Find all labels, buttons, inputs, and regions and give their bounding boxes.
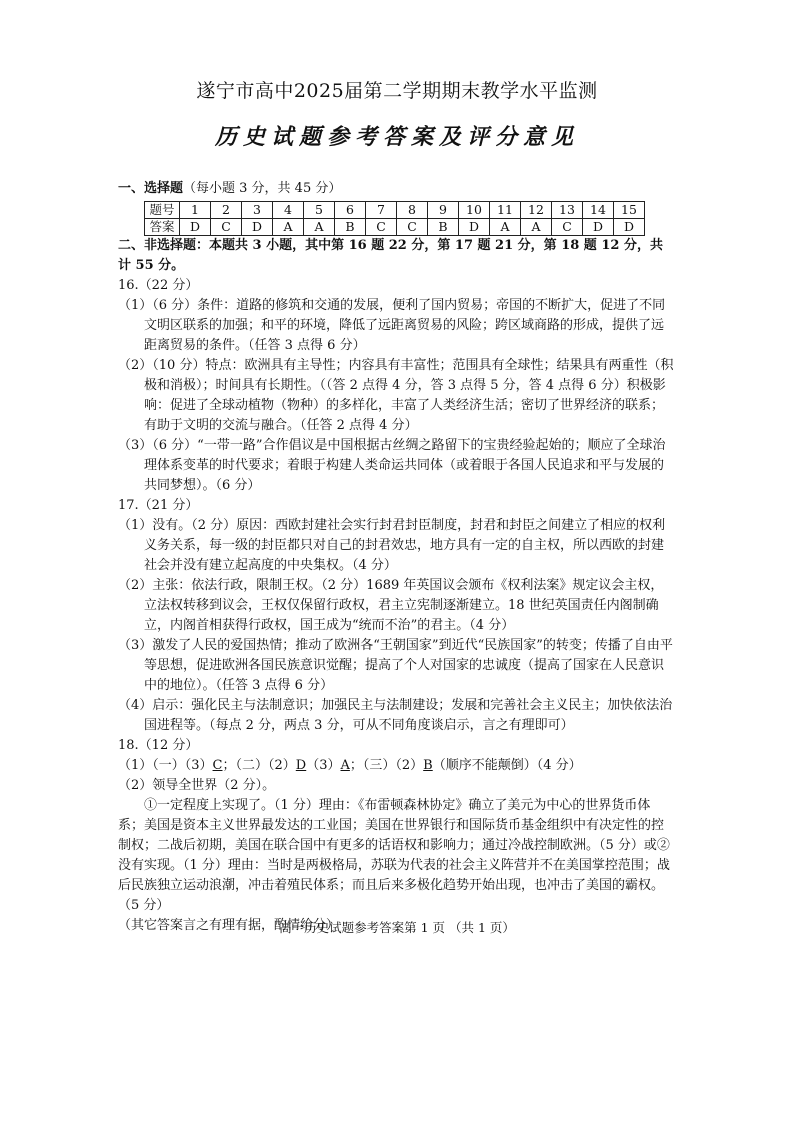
section1-heading <box>118 179 674 199</box>
q17-answer-3: （3）激发了人民的爱国热情；推动了欧洲各“王朝国家”到近代“民族国家”的转变；传播了自由平等思想，促进欧洲各国民族意识觉醒；提高了个人对国家的忠诚度（提高了国家在人民意识中的地位）。（任答 3 点得 6 分） <box>118 638 673 693</box>
row-label-number: 题号 <box>145 202 180 219</box>
q17-answer-1: （1）没有。（2 分）原因：西欧封建社会实行封君封臣制度，封君和封臣之间建立了相应的权利义务关系，每一级的封臣都只对自己的封君效忠，地方具有一定的自主权，所以西欧的封建社会并没有建立起高度的中央集权。（4 分） <box>118 518 666 573</box>
page-title: 遂宁市高中2025届第二学期期末教学水平监测 <box>196 80 598 102</box>
q18-answer-2: （2）领导全世界（2 分）。 <box>118 778 276 793</box>
question-number: 9 <box>428 202 459 219</box>
answer-cell: B <box>335 219 366 236</box>
question-number: 10 <box>459 202 490 219</box>
answer-cell: D <box>180 219 211 236</box>
question-number: 4 <box>273 202 304 219</box>
q18-a1-choice: D <box>295 758 307 773</box>
page-subtitle: 历史试题参考答案及评分意见 <box>214 124 579 150</box>
answer-cell: A <box>521 219 552 236</box>
q18-a1-choice: C <box>212 758 223 773</box>
q16-answer-1: （1）（6 分）条件：道路的修筑和交通的发展，便利了国内贸易；帝国的不断扩大，促进了不同文明区联系的加强；和平的环境，降低了远距离贸易的风险；跨区域商路的形成，提供了远距离贸易的条件。（任答 3 点得 6 分） <box>118 298 666 353</box>
question-number: 12 <box>521 202 552 219</box>
section1-note: （每小题 3 分，共 45 分） <box>183 181 342 196</box>
answer-content <box>118 179 674 936</box>
q16-heading: 16.（22 分） <box>118 278 199 293</box>
question-number: 1 <box>180 202 211 219</box>
answer-cell: D <box>583 219 614 236</box>
section1-title: 一、选择题 <box>118 181 184 196</box>
q16-answer-2: （2）（10 分）特点：欧洲具有主导性；内容具有丰富性；范围具有全球性；结果具有两重性（积极和消极）；时间具有长期性。（（答 2 点得 4 分，答 3 点得 5 分，答 4 点得 6 分）积极影响：促进了全球动植物（物种）的多样化，丰富了人类经济生活；密切了世界经济的联系；有助于文明的交流与融合。（任答 2 点得 4 分） <box>118 358 674 433</box>
q16-answer-3: （3）（6 分）“一带一路”合作倡议是中国根据古丝绸之路留下的宝贵经验起始的；顺应了全球治理体系变革的时代要求；着眼于构建人类命运共同体（或着眼于各国人民追求和平与发展的共同梦想）。（6 分） <box>118 438 666 493</box>
question-number: 15 <box>614 202 645 219</box>
question-number: 6 <box>335 202 366 219</box>
answer-cell: D <box>242 219 273 236</box>
answer-cell: A <box>273 219 304 236</box>
question-number: 8 <box>397 202 428 219</box>
q18-a1-text: ；（二）（2） <box>222 758 296 773</box>
question-number: 14 <box>583 202 614 219</box>
section2-heading: 二、非选择题：本题共 3 小题，其中第 16 题 22 分，第 17 题 21 分，第 18 题 12 分，共计 55 分。 <box>118 238 663 273</box>
question-number: 5 <box>304 202 335 219</box>
q17-answer-4: （4）启示：强化民主与法制意识；加强民主与法制建设；发展和完善社会主义民主；加快依法治国进程等。（每点 2 分，两点 3 分，可从不同角度谈启示，言之有理即可） <box>118 698 673 733</box>
answer-cell: A <box>304 219 335 236</box>
q18-a1-text: ；（三）（2） <box>349 758 424 773</box>
answer-cell: A <box>490 219 521 236</box>
answer-cell: C <box>552 219 583 236</box>
answer-cell: C <box>211 219 242 236</box>
q18-a1-choice: B <box>423 758 433 773</box>
question-number: 11 <box>490 202 521 219</box>
q18-answer-1 <box>118 756 674 776</box>
question-number: 13 <box>552 202 583 219</box>
answer-cell: D <box>614 219 645 236</box>
q18-a1-choice: A <box>340 758 350 773</box>
question-number: 2 <box>211 202 242 219</box>
table-row-answers <box>145 219 645 236</box>
q17-answer-2: （2）主张：依法行政，限制王权。（2 分）1689 年英国议会颁布《权利法案》规定议会主权，立法权转移到议会，王权仅保留行政权，君主立宪制逐渐建立。18 世纪英国责任内阁制确立，内阁首相获得行政权，国王成为“统而不治”的君主。（4 分） <box>118 578 664 633</box>
q18-a1-text: （顺序不能颠倒）（4 分） <box>432 758 582 773</box>
answer-cell: C <box>397 219 428 236</box>
q18-a1-text: （1）（一）（3） <box>118 758 213 773</box>
q18-answer-3: ①一定程度上实现了。（1 分）理由：《布雷顿森林协定》确立了美元为中心的世界货币体系；美国是资本主义世界最发达的工业国；美国在世界银行和国际货币基金组织中有决定性的控制权；二战后初期，美国在联合国中有更多的话语权和影响力；通过冷战控制欧洲。（5 分）或②没有实现。（1 分）理由：当时是两极格局，苏联为代表的社会主义阵营并不在美国掌控范围；战后民族独立运动浪潮，冲击着殖民体系；而且后来多极化趋势开始出现，也冲击了美国的霸权。（5 分） <box>118 798 670 913</box>
table-row-numbers <box>145 202 645 219</box>
answer-cell: B <box>428 219 459 236</box>
choice-answer-table <box>144 201 645 236</box>
q18-heading: 18.（12 分） <box>118 738 199 753</box>
scoring-note: （其它答案言之有理有据，酌情给分） <box>118 918 340 933</box>
answer-cell: D <box>459 219 490 236</box>
question-number: 7 <box>366 202 397 219</box>
row-label-answer: 答案 <box>145 219 180 236</box>
q18-a1-text: （3） <box>306 758 341 773</box>
question-number: 3 <box>242 202 273 219</box>
answer-cell: C <box>366 219 397 236</box>
page-footer: 高一历史试题参考答案第 1 页 （共 1 页） <box>279 920 515 935</box>
q17-heading: 17.（21 分） <box>118 498 199 513</box>
